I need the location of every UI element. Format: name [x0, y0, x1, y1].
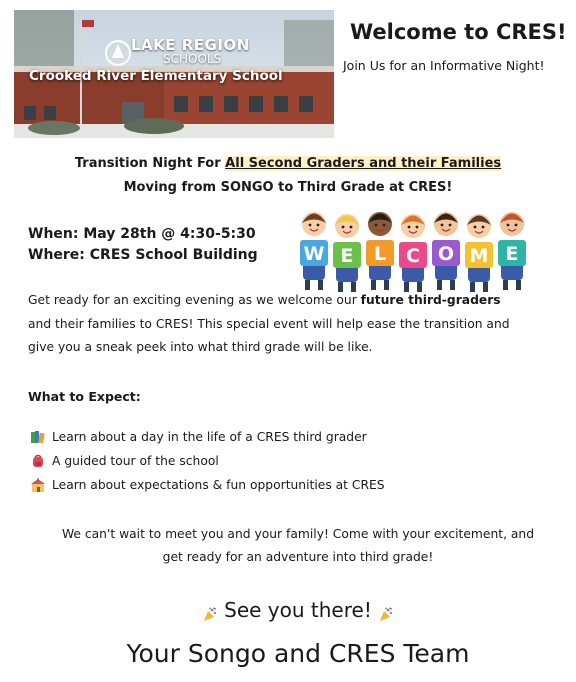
- welcome-letter: W: [303, 243, 325, 265]
- when-line: When: May 28th @ 4:30-5:30: [28, 226, 256, 242]
- list-item-text: A guided tour of the school: [52, 454, 219, 468]
- kid-leg: [437, 280, 442, 290]
- kid-eye: [441, 224, 444, 227]
- moving-line: Moving from SONGO to Third Grade at CRES!: [123, 180, 453, 195]
- kid-leg: [318, 280, 323, 290]
- kid-eye: [309, 224, 312, 227]
- kid-leg: [450, 280, 455, 290]
- intro-line-1: [28, 293, 501, 307]
- transition-prefix: Transition Night For: [74, 156, 226, 171]
- books-icon: [30, 430, 46, 444]
- welcome-letter: M: [469, 245, 489, 267]
- list-item: [30, 478, 385, 492]
- welcome-letter: O: [437, 243, 455, 265]
- kid-eye: [474, 226, 477, 229]
- kid-eye: [416, 226, 419, 229]
- kid-leg: [483, 282, 488, 292]
- see-you-line: [0, 598, 576, 622]
- closing-line-1: We can't wait to meet you and your family! Come with your excitement, and: [61, 527, 535, 541]
- kid-leg: [384, 280, 389, 290]
- kid-eye: [515, 224, 518, 227]
- party-popper-icon: [202, 604, 218, 620]
- party-popper-icon: [378, 604, 394, 620]
- welcome-letter: L: [373, 243, 387, 265]
- list-item-text: Learn about a day in the life of a CRES third grader: [52, 430, 367, 444]
- kid-eye: [507, 224, 510, 227]
- list-item-text: Learn about expectations & fun opportunities at CRES: [52, 478, 385, 492]
- kid-eye: [375, 224, 378, 227]
- photo-caption: Crooked River Elementary School: [29, 68, 283, 84]
- expect-heading: What to Expect:: [28, 389, 141, 404]
- logo-subtitle: SCHOOLS: [163, 52, 222, 66]
- kid-leg: [338, 282, 343, 292]
- transition-highlight: All Second Graders and their Families: [225, 156, 502, 171]
- welcome-subtitle: Join Us for an Informative Night!: [343, 58, 545, 73]
- kid-eye: [342, 226, 345, 229]
- kid-leg: [516, 280, 521, 290]
- intro-line-1-text: Get ready for an exciting evening as we welcome our: [28, 293, 361, 307]
- list-item: [30, 430, 367, 444]
- kid-leg: [503, 280, 508, 290]
- welcome-letter: E: [340, 245, 354, 267]
- intro-line-2: and their families to CRES! This special event will help ease the transition and: [28, 317, 510, 331]
- kid-leg: [470, 282, 475, 292]
- kid-eye: [408, 226, 411, 229]
- intro-bold-text: future third-graders: [360, 293, 501, 307]
- logo-name: LAKE REGION: [131, 36, 250, 54]
- kid-leg: [305, 280, 310, 290]
- where-line: Where: CRES School Building: [28, 247, 258, 263]
- kid-leg: [351, 282, 356, 292]
- transition-line: [0, 156, 576, 171]
- school-icon: [30, 478, 46, 492]
- signoff: Your Songo and CRES Team: [126, 639, 470, 668]
- kid-leg: [417, 282, 422, 292]
- welcome-letter: C: [406, 245, 420, 267]
- backpack-icon: [30, 454, 46, 468]
- kid-eye: [350, 226, 353, 229]
- kid-eye: [482, 226, 485, 229]
- see-you-text: See you there!: [224, 598, 372, 622]
- kid-eye: [449, 224, 452, 227]
- kid-leg: [404, 282, 409, 292]
- kid-eye: [383, 224, 386, 227]
- welcome-letter: E: [505, 243, 519, 265]
- kid-eye: [317, 224, 320, 227]
- welcome-kids-illustration: [296, 206, 534, 292]
- intro-line-3: give you a sneak peek into what third grade will be like.: [28, 340, 373, 354]
- closing-line-2: get ready for an adventure into third grade!: [162, 550, 434, 564]
- list-item: [30, 454, 219, 468]
- welcome-title: Welcome to CRES!: [350, 20, 567, 44]
- kid-leg: [371, 280, 376, 290]
